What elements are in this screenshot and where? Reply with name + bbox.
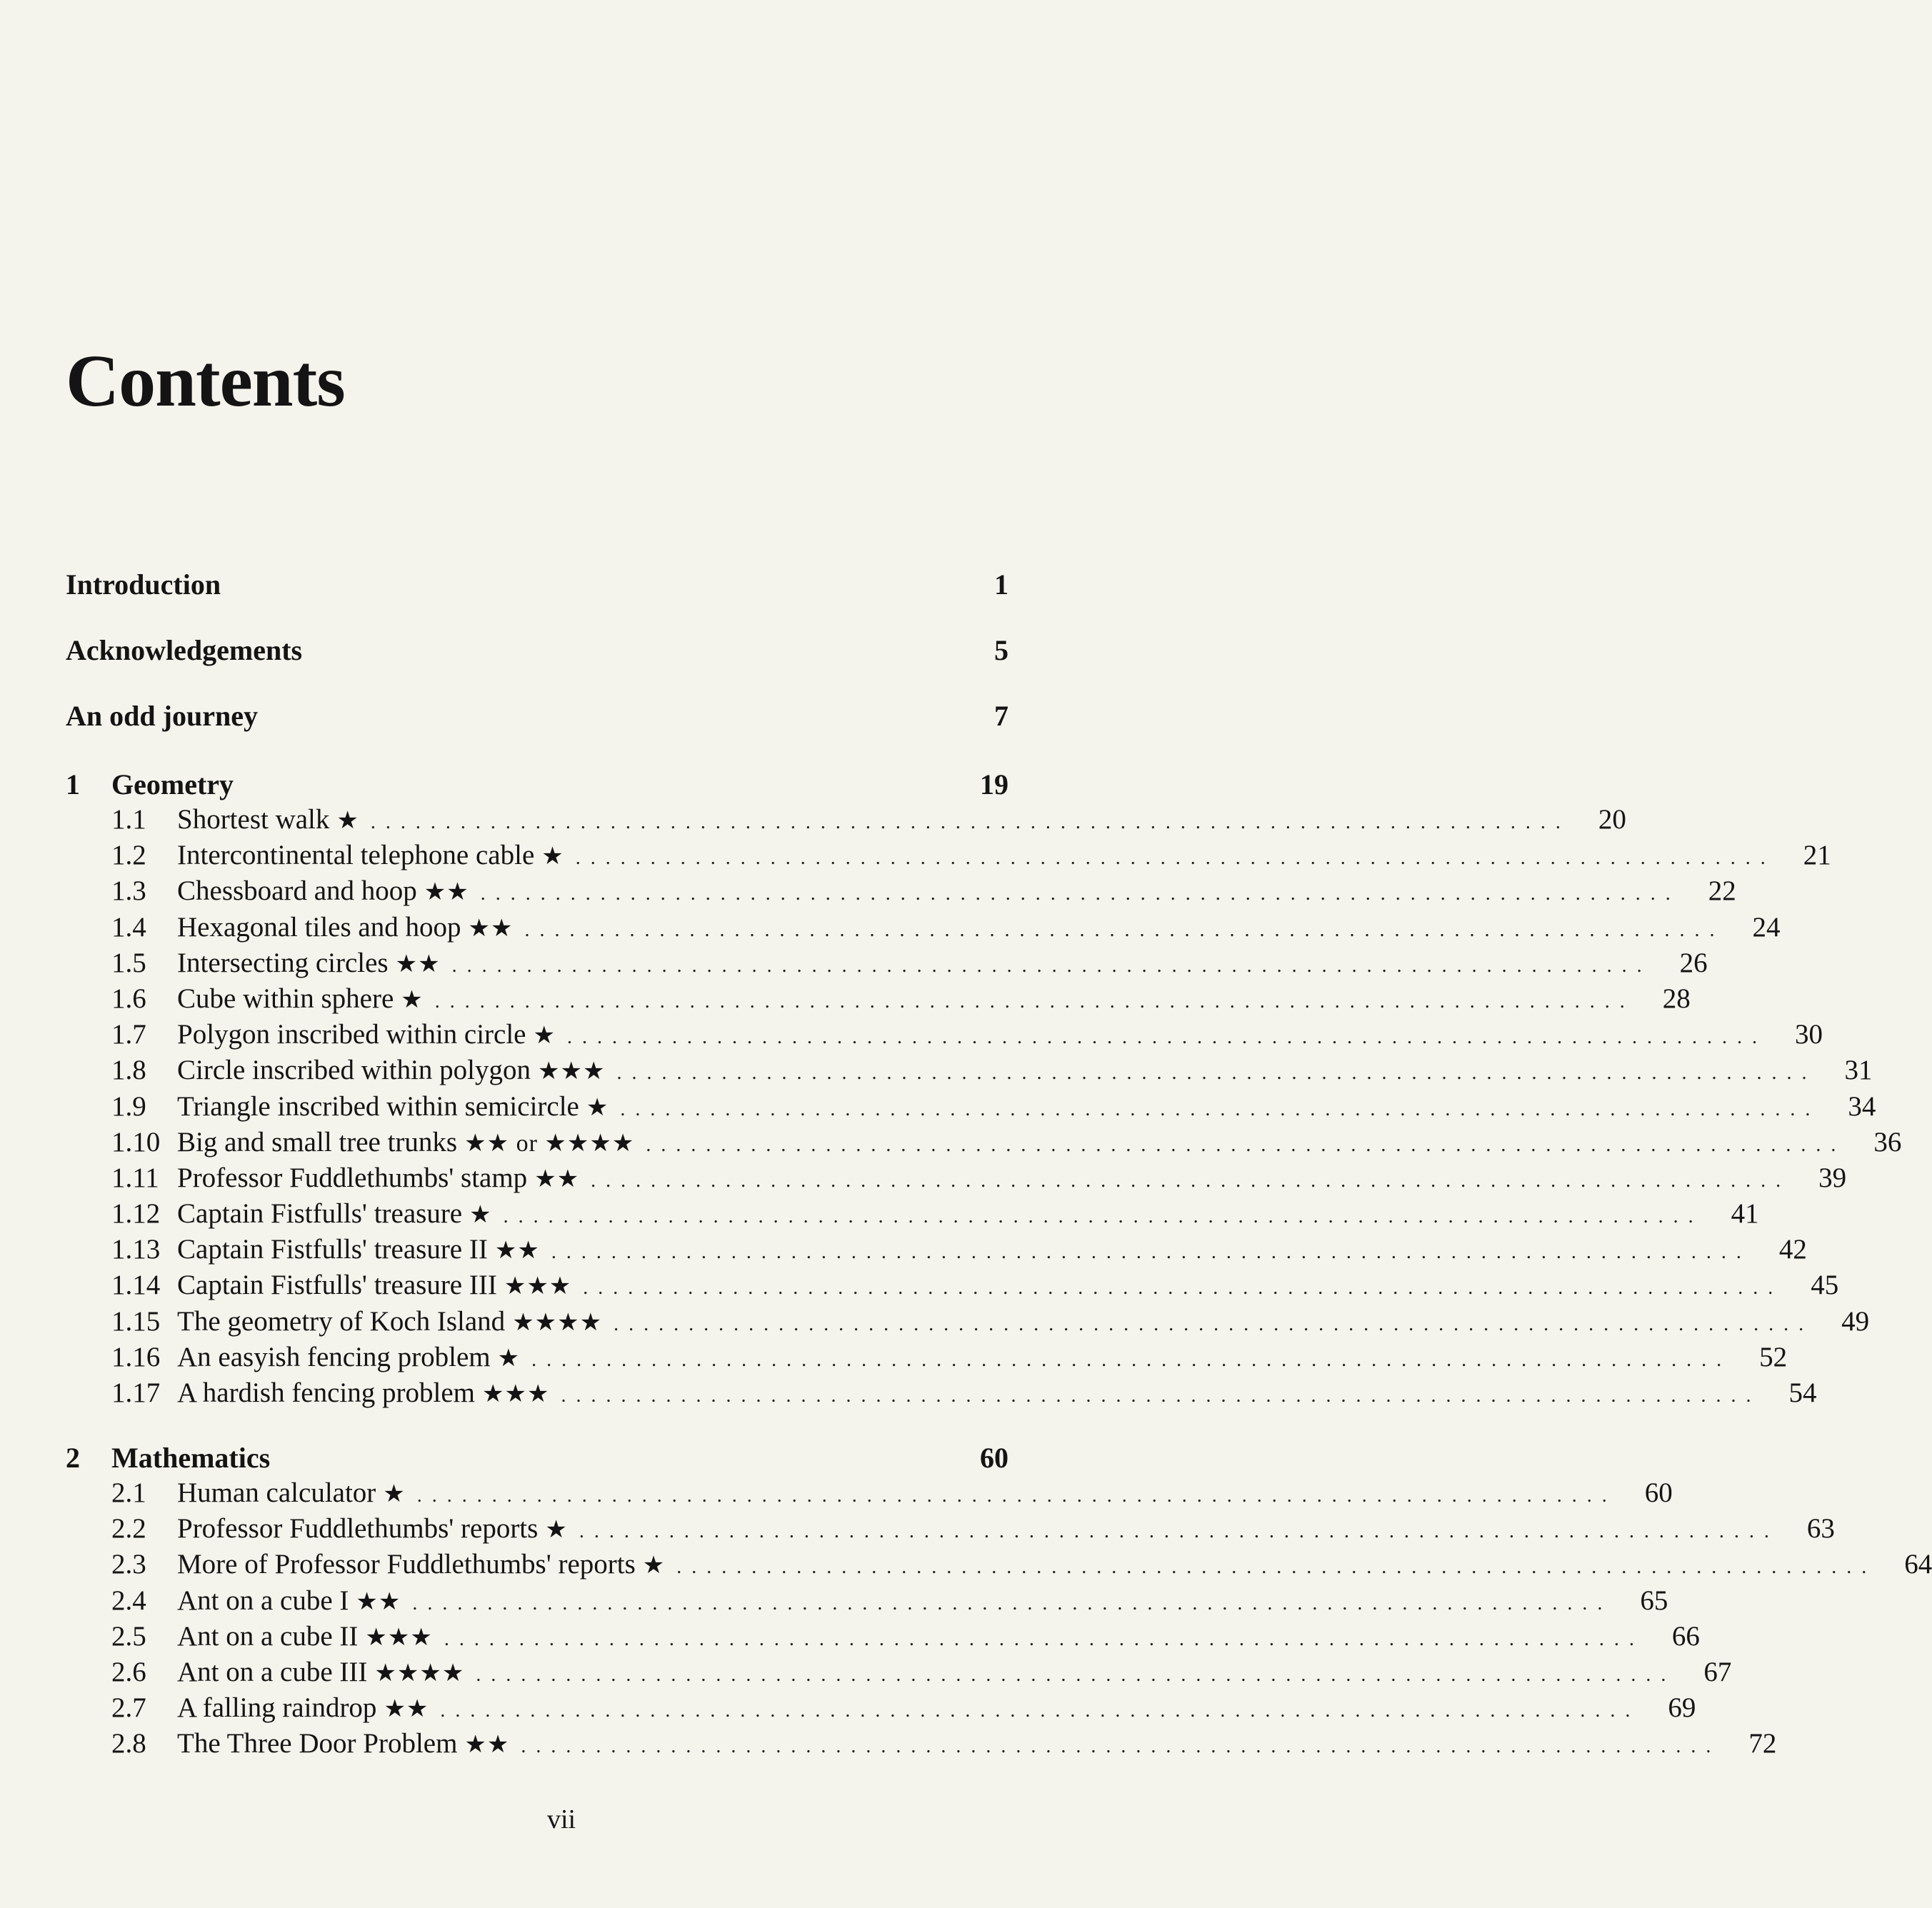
dot-leader: ................................................................................ (476, 1663, 1676, 1686)
chapter-title: Mathematics (111, 1442, 271, 1474)
difficulty-stars: ★★ (494, 1237, 540, 1265)
section-page: 60 (1644, 1477, 1673, 1508)
dot-leader: ................................................................................ (620, 1098, 1821, 1120)
dot-leader: ................................................................................ (583, 1277, 1783, 1300)
dot-leader: ................................................................................ (503, 1205, 1703, 1228)
difficulty-stars: ★★★ (481, 1381, 550, 1407)
section-number: 1.14 (111, 1270, 161, 1301)
toc-section-row[interactable] (66, 1548, 1932, 1584)
section-number: 1.17 (111, 1377, 161, 1408)
section-title: Professor Fuddlethumbs' stamp (177, 1162, 528, 1193)
chapter-geometry (66, 768, 1902, 1412)
toc-section-row[interactable] (66, 1090, 1876, 1126)
difficulty-stars: ★★ (356, 1588, 401, 1615)
section-title: Captain Fistfulls' treasure II (177, 1234, 488, 1265)
section-number: 2.1 (111, 1477, 146, 1508)
section-number: 1.15 (111, 1305, 161, 1337)
section-page: 72 (1748, 1728, 1777, 1759)
section-page: 26 (1679, 947, 1708, 978)
dot-leader: ................................................................................ (412, 1592, 1613, 1615)
dot-leader: ................................................................................ (444, 1627, 1644, 1650)
chapter-number: 1 (66, 768, 80, 800)
toc-section-row[interactable] (66, 1162, 1847, 1197)
difficulty-stars: ★ (401, 986, 424, 1013)
section-page: 28 (1662, 983, 1691, 1014)
section-title: The Three Door Problem (177, 1728, 458, 1759)
difficulty-stars: ★★ or ★★★★ (464, 1130, 635, 1157)
toc-section-row[interactable] (66, 1126, 1902, 1162)
section-title: A falling raindrop (177, 1692, 377, 1724)
section-number: 1.16 (111, 1341, 161, 1372)
dot-leader: ................................................................................ (370, 811, 1571, 833)
section-title: Intercontinental telephone cable (177, 840, 535, 871)
toc-section-row[interactable] (66, 803, 1626, 839)
section-title: The geometry of Koch Island (177, 1305, 506, 1337)
section-title: An easyish fencing problem (177, 1341, 491, 1372)
section-title: Ant on a cube II (177, 1620, 359, 1652)
toc-section-row[interactable] (66, 1656, 1732, 1692)
dot-leader: ................................................................................ (579, 1520, 1779, 1543)
section-number: 1.10 (111, 1126, 161, 1158)
difficulty-stars: ★★★★ (512, 1309, 603, 1336)
section-page: 41 (1731, 1198, 1759, 1230)
section-title: Captain Fistfulls' treasure (177, 1198, 463, 1230)
section-title: Circle inscribed within polygon (177, 1055, 531, 1086)
section-title: A hardish fencing problem (177, 1377, 475, 1408)
dot-leader: ................................................................................ (434, 990, 1635, 1013)
section-page: 67 (1703, 1656, 1732, 1687)
section-list (66, 803, 1902, 1412)
toc-section-row[interactable] (66, 1197, 1759, 1233)
page-number: vii (546, 1804, 576, 1834)
dot-leader: ................................................................................ (614, 1312, 1814, 1335)
section-page: 54 (1788, 1377, 1817, 1408)
section-title: Big and small tree trunks (177, 1126, 458, 1158)
toc-section-row[interactable] (66, 911, 1781, 947)
section-page: 66 (1671, 1620, 1700, 1652)
entry-page: 1 (994, 568, 1008, 601)
section-number: 1.3 (111, 875, 146, 907)
difficulty-stars: ★★ (534, 1165, 580, 1192)
toc-section-row[interactable] (66, 1233, 1807, 1269)
section-number: 1.5 (111, 947, 146, 978)
section-title: Cube within sphere (177, 983, 394, 1014)
dot-leader: ................................................................................ (566, 1026, 1767, 1049)
difficulty-stars: ★ (497, 1345, 521, 1372)
section-title: Chessboard and hoop (177, 875, 417, 907)
section-number: 2.3 (111, 1549, 146, 1580)
section-page: 65 (1640, 1585, 1668, 1616)
toc-section-row[interactable] (66, 1018, 1823, 1054)
section-page: 52 (1759, 1341, 1788, 1372)
section-number: 2.4 (111, 1585, 146, 1616)
section-page: 22 (1708, 875, 1736, 907)
dot-leader: ................................................................................ (561, 1385, 1761, 1407)
section-title: Professor Fuddlethumbs' reports (177, 1513, 539, 1545)
difficulty-stars: ★★ (468, 915, 514, 942)
chapter-page: 60 (980, 1442, 1008, 1474)
difficulty-stars: ★ (336, 808, 359, 834)
section-title: Triangle inscribed within semicircle (177, 1090, 579, 1122)
toc-section-row[interactable] (66, 1269, 1839, 1305)
dot-leader: ................................................................................ (616, 1062, 1817, 1085)
section-number: 2.6 (111, 1656, 146, 1687)
dot-leader: ................................................................................ (551, 1241, 1751, 1264)
section-list (66, 1477, 1932, 1764)
toc-section-row[interactable] (66, 947, 1708, 983)
section-title: Ant on a cube I (177, 1585, 349, 1616)
section-title: Human calculator (177, 1477, 376, 1508)
toc-section-row[interactable] (66, 875, 1736, 910)
difficulty-stars: ★★★ (365, 1624, 433, 1651)
chapter-heading[interactable] (66, 768, 1008, 803)
entry-label: Introduction (66, 568, 221, 601)
section-page: 39 (1818, 1162, 1847, 1193)
chapter-page: 19 (980, 768, 1008, 800)
dot-leader: ................................................................................ (521, 1735, 1721, 1758)
section-number: 1.7 (111, 1019, 146, 1050)
dot-leader: ................................................................................ (575, 847, 1776, 870)
section-title: Polygon inscribed within circle (177, 1019, 526, 1050)
toc-section-row[interactable] (66, 1692, 1696, 1727)
section-number: 2.5 (111, 1620, 146, 1652)
difficulty-stars: ★★★ (538, 1058, 606, 1085)
toc-entry-odd-journey[interactable] (66, 699, 1008, 765)
entry-label: An odd journey (66, 700, 258, 732)
section-title: Hexagonal tiles and hoop (177, 911, 461, 943)
difficulty-stars: ★★ (424, 879, 469, 906)
page-title: Contents (66, 340, 345, 422)
dot-leader: ................................................................................ (531, 1348, 1732, 1371)
section-number: 2.7 (111, 1692, 146, 1724)
difficulty-stars: ★ (469, 1202, 492, 1229)
dot-leader: ................................................................................ (480, 883, 1681, 905)
section-page: 34 (1848, 1090, 1876, 1122)
section-title: Shortest walk (177, 804, 330, 835)
difficulty-stars: ★ (533, 1023, 556, 1050)
difficulty-stars: ★ (642, 1552, 666, 1580)
dot-leader: ................................................................................ (451, 954, 1652, 977)
difficulty-stars: ★ (545, 1517, 568, 1544)
section-number: 2.2 (111, 1513, 146, 1545)
section-page: 42 (1778, 1234, 1807, 1265)
dot-leader: ................................................................................ (676, 1556, 1877, 1579)
difficulty-stars: ★ (541, 843, 564, 870)
section-number: 2.8 (111, 1728, 146, 1759)
section-number: 1.11 (111, 1162, 159, 1193)
section-number: 1.1 (111, 804, 146, 835)
dot-leader: ................................................................................ (416, 1485, 1617, 1507)
chapter-title: Geometry (111, 768, 234, 800)
toc-entry-acknowledgements[interactable] (66, 633, 1008, 699)
difficulty-stars: ★ (383, 1481, 406, 1507)
section-title: Captain Fistfulls' treasure III (177, 1270, 497, 1301)
toc-entry-introduction[interactable] (66, 568, 1008, 633)
section-page: 36 (1873, 1126, 1902, 1158)
section-number: 1.9 (111, 1090, 146, 1122)
difficulty-stars: ★★★★ (374, 1660, 465, 1687)
section-number: 1.12 (111, 1198, 161, 1230)
front-matter-list (66, 568, 1008, 765)
section-page: 24 (1752, 911, 1781, 943)
section-page: 69 (1668, 1692, 1696, 1724)
section-page: 20 (1598, 804, 1626, 835)
entry-label: Acknowledgements (66, 634, 303, 666)
section-number: 1.6 (111, 983, 146, 1014)
chapter-mathematics (66, 1441, 1932, 1764)
chapter-heading[interactable] (66, 1441, 1008, 1477)
toc-section-row[interactable] (66, 1377, 1817, 1412)
toc-section-row[interactable] (66, 983, 1691, 1018)
section-page: 49 (1841, 1305, 1870, 1337)
section-page: 63 (1806, 1513, 1835, 1545)
dot-leader: ................................................................................ (646, 1133, 1846, 1156)
toc-section-row[interactable] (66, 839, 1831, 875)
section-page: 64 (1904, 1549, 1932, 1580)
toc-section-row[interactable] (66, 1477, 1673, 1512)
difficulty-stars: ★★ (384, 1696, 429, 1723)
dot-leader: ................................................................................ (524, 918, 1725, 941)
toc-section-row[interactable] (66, 1620, 1700, 1656)
section-page: 21 (1803, 840, 1831, 871)
section-number: 1.2 (111, 840, 146, 871)
chapter-number: 2 (66, 1442, 80, 1474)
section-number: 1.13 (111, 1234, 161, 1265)
difficulty-stars: ★ (586, 1094, 609, 1121)
difficulty-stars: ★★ (395, 950, 441, 978)
difficulty-stars: ★★ (464, 1732, 510, 1759)
section-number: 1.8 (111, 1055, 146, 1086)
toc-section-row[interactable] (66, 1054, 1873, 1090)
difficulty-stars: ★★★ (504, 1273, 572, 1300)
section-title: Ant on a cube III (177, 1656, 368, 1687)
entry-page: 5 (994, 634, 1008, 666)
section-page: 45 (1811, 1270, 1839, 1301)
entry-page: 7 (994, 700, 1008, 732)
section-page: 30 (1794, 1019, 1823, 1050)
toc-section-row[interactable] (66, 1585, 1668, 1620)
toc-section-row[interactable] (66, 1727, 1777, 1763)
toc-section-row[interactable] (66, 1512, 1835, 1548)
section-page: 31 (1844, 1055, 1873, 1086)
section-title: More of Professor Fuddlethumbs' reports (177, 1549, 636, 1580)
section-title: Intersecting circles (177, 947, 389, 978)
toc-section-row[interactable] (66, 1341, 1788, 1377)
section-number: 1.4 (111, 911, 146, 943)
dot-leader: ................................................................................ (591, 1169, 1791, 1192)
dot-leader: ................................................................................ (440, 1699, 1641, 1722)
toc-section-row[interactable] (66, 1305, 1870, 1341)
